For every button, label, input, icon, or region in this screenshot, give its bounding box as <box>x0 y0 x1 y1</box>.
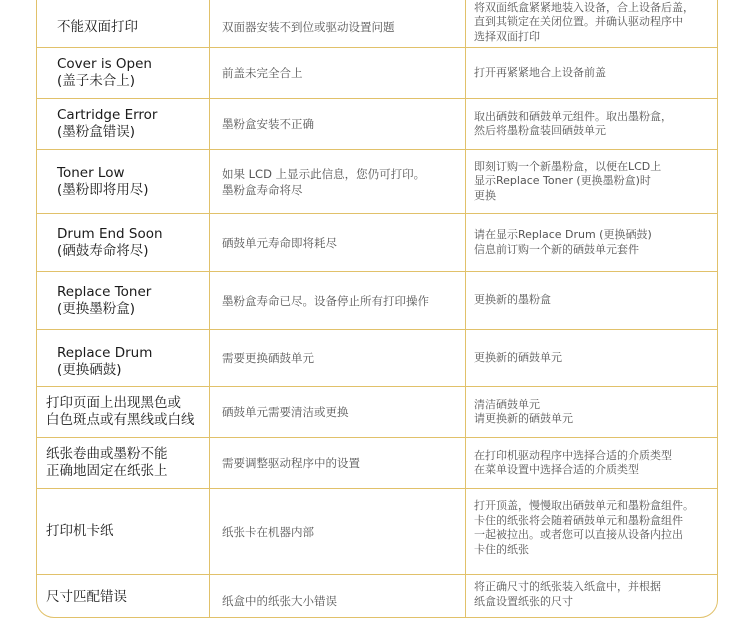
table-row <box>37 150 719 214</box>
error-name-line: Drum End Soon <box>57 225 163 242</box>
error-name-line: (更换硒鼓) <box>57 362 122 378</box>
action-cell <box>466 150 719 214</box>
error-name-line: (更换墨粉盒) <box>57 300 136 317</box>
action-cell <box>466 214 719 272</box>
action-line: 显示Replace Toner (更换墨粉盒)时 <box>474 174 651 188</box>
error-name-cell <box>37 438 210 489</box>
action-line: 清洁硒鼓单元 <box>474 397 540 411</box>
error-name-line: Cover is Open <box>57 56 152 72</box>
error-name-cell <box>37 272 210 330</box>
action-line: 选择双面打印 <box>474 29 540 43</box>
cause-cell <box>210 330 466 387</box>
cause-cell <box>210 214 466 272</box>
action-line: 将双面纸盒紧紧地装入设备，合上设备后盖， <box>474 0 694 14</box>
action-line: 然后将墨粉盒装回硒鼓单元 <box>474 124 606 137</box>
action-line: 打开再紧紧地合上设备前盖 <box>474 65 606 79</box>
action-line: 更换 <box>474 188 496 202</box>
action-cell <box>466 272 719 330</box>
action-cell <box>466 387 719 438</box>
cause-cell <box>210 48 466 99</box>
action-line: 将正确尺寸的纸张装入纸盒中，并根据 <box>474 580 661 593</box>
action-cell <box>466 330 719 387</box>
error-name-cell <box>37 387 210 438</box>
error-name-line: (墨粉即将用尽) <box>57 181 149 198</box>
action-line: 取出硒鼓和硒鼓单元组件。取出墨粉盒， <box>474 109 672 123</box>
table-row <box>37 272 719 330</box>
action-line: 一起被拉出。或者您可以直接从设备内拉出 <box>474 528 683 541</box>
table-row <box>37 99 719 150</box>
troubleshooting-table <box>36 0 718 618</box>
error-name-line: 正确地固定在纸张上 <box>46 463 168 479</box>
error-name-cell <box>37 575 210 619</box>
error-name-line: Replace Toner <box>57 283 152 300</box>
error-name-cell <box>37 330 210 387</box>
table-row <box>37 438 719 489</box>
cause-line: 需要更换硒鼓单元 <box>222 351 314 365</box>
error-name-cell <box>37 489 210 575</box>
error-name-cell <box>37 0 210 48</box>
table-row <box>37 48 719 99</box>
table-row <box>37 214 719 272</box>
action-cell <box>466 0 719 48</box>
error-name-line: 白色斑点或有黑线或白线 <box>46 412 195 428</box>
troubleshooting-table-frame <box>36 0 718 618</box>
error-name-line: 不能双面打印 <box>57 19 138 35</box>
table-row <box>37 0 719 48</box>
error-name-line: 纸张卷曲或墨粉不能 <box>46 446 168 462</box>
error-name-line: (墨粉盒错误) <box>57 124 136 140</box>
table-row <box>37 575 719 619</box>
action-cell <box>466 575 719 619</box>
table-row <box>37 387 719 438</box>
cause-line: 需要调整驱动程序中的设置 <box>222 456 360 470</box>
error-name-line: (盖子未合上) <box>57 73 136 89</box>
action-line: 在菜单设置中选择合适的介质类型 <box>474 463 639 476</box>
cause-cell <box>210 272 466 330</box>
action-line: 信息前订购一个新的硒鼓单元套件 <box>474 242 639 256</box>
cause-line: 纸盒中的纸张大小错误 <box>222 593 337 608</box>
error-name-line: Toner Low <box>57 164 125 181</box>
action-line: 打开顶盖，慢慢取出硒鼓单元和墨粉盒组件。 <box>474 499 694 512</box>
cause-line: 硒鼓单元需要清洁或更换 <box>222 405 349 419</box>
cause-line: 如果 LCD 上显示此信息，您仍可打印。 <box>222 166 426 181</box>
action-line: 更换新的墨粉盒 <box>474 293 551 307</box>
cause-cell <box>210 438 466 489</box>
table-row <box>37 330 719 387</box>
cause-cell <box>210 99 466 150</box>
error-name-line: 打印页面上出现黑色或 <box>46 395 181 411</box>
action-line: 更换新的硒鼓单元 <box>474 350 562 364</box>
error-name-cell <box>37 48 210 99</box>
error-name-cell <box>37 214 210 272</box>
error-name-line: Replace Drum <box>57 345 153 361</box>
error-name-cell <box>37 150 210 214</box>
action-line: 卡住的纸张将会随着硒鼓单元和墨粉盒组件 <box>474 513 683 527</box>
cause-cell <box>210 387 466 438</box>
action-line: 卡住的纸张 <box>474 542 529 556</box>
error-name-line: (硒鼓寿命将尽) <box>57 242 149 259</box>
cause-cell <box>210 150 466 214</box>
cause-line: 前盖未完全合上 <box>222 66 303 80</box>
action-line: 纸盒设置纸张的尺寸 <box>474 594 573 608</box>
error-name-line: 打印机卡纸 <box>46 523 114 539</box>
cause-line: 双面器安装不到位或驱动设置问题 <box>222 19 395 34</box>
action-line: 请更换新的硒鼓单元 <box>474 412 573 425</box>
cause-cell <box>210 0 466 48</box>
error-name-cell <box>37 99 210 150</box>
cause-line: 墨粉盒寿命已尽。设备停止所有打印操作 <box>222 293 429 308</box>
cause-line: 硒鼓单元寿命即将耗尽 <box>222 235 337 250</box>
table-row <box>37 489 719 575</box>
action-cell <box>466 489 719 575</box>
cause-cell <box>210 489 466 575</box>
cause-line: 墨粉盒寿命将尽 <box>222 182 303 197</box>
action-line: 请在显示Replace Drum (更换硒鼓) <box>474 228 652 241</box>
cause-cell <box>210 575 466 619</box>
action-line: 在打印机驱动程序中选择合适的介质类型 <box>474 448 672 462</box>
cause-line: 纸张卡在机器内部 <box>222 524 314 539</box>
action-line: 直到其锁定在关闭位置。并确认驱动程序中 <box>474 15 683 28</box>
action-line: 即刻订购一个新墨粉盒，以便在LCD上 <box>474 159 662 173</box>
error-name-line: Cartridge Error <box>57 107 158 123</box>
action-cell <box>466 48 719 99</box>
error-name-line: 尺寸匹配错误 <box>46 589 127 605</box>
cause-line: 墨粉盒安装不正确 <box>222 117 314 131</box>
action-cell <box>466 99 719 150</box>
action-cell <box>466 438 719 489</box>
